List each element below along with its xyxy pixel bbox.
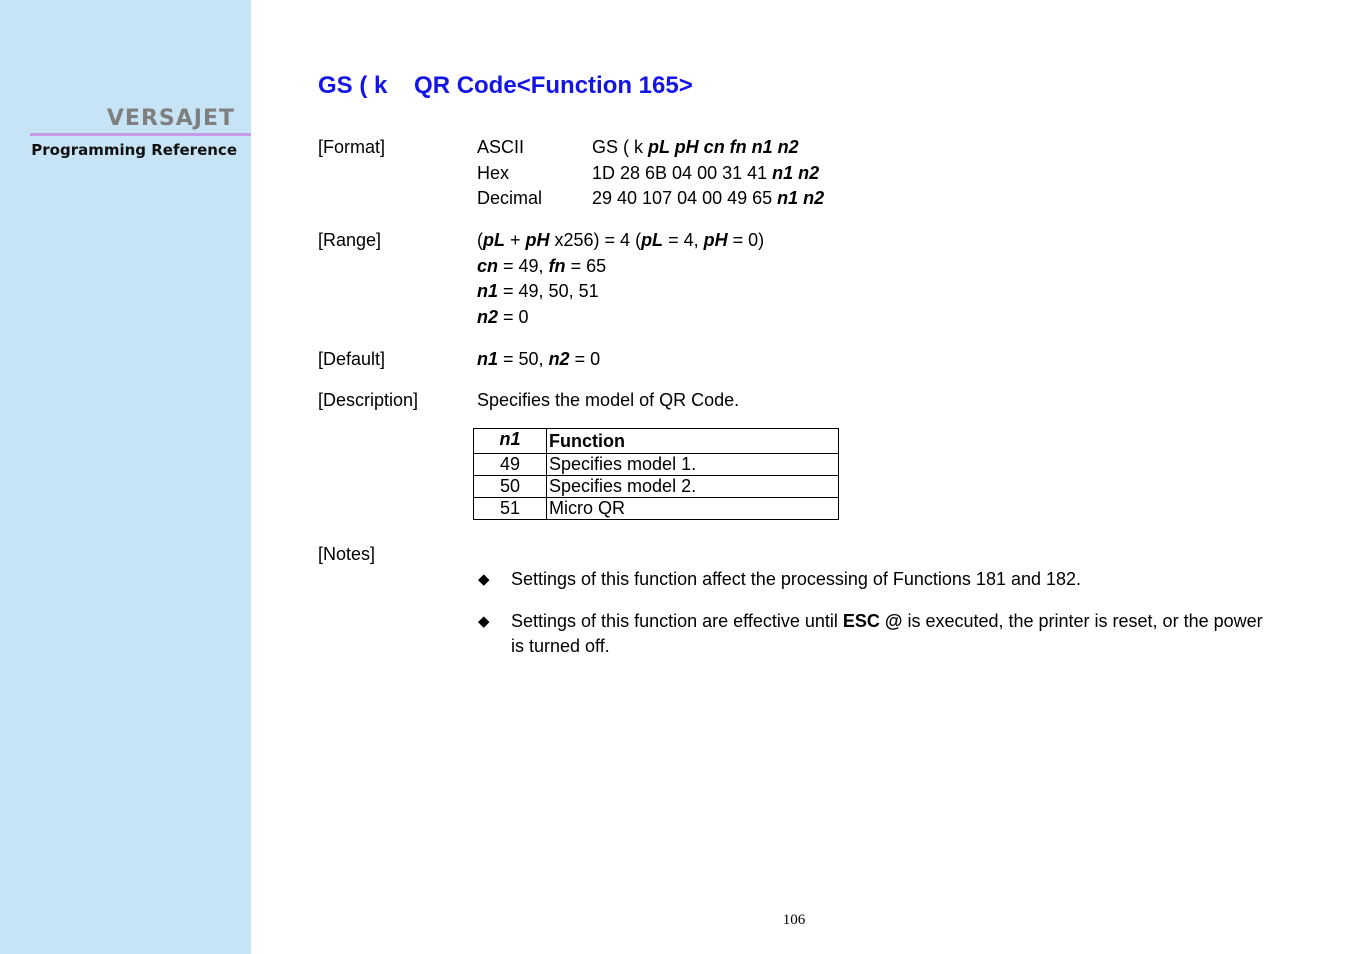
table-row [474, 454, 839, 476]
default-n1: n1 [477, 349, 499, 369]
brand-underline [30, 133, 251, 136]
range-cn-value: = 49, [498, 256, 549, 276]
range-mid: x256) = 4 ( [549, 230, 642, 250]
range-line-3 [477, 278, 599, 304]
range-label: [Range] [318, 230, 382, 250]
range-pl: pL [483, 230, 505, 250]
table-cell-function: Specifies model 2. [547, 476, 839, 498]
function-table [473, 428, 839, 520]
range-fn: fn [548, 256, 566, 276]
table-cell-function: Specifies model 1. [547, 454, 839, 476]
note-2-command: ESC @ [842, 611, 903, 631]
note-text-1: Settings of this function affect the processing of Functions 181 and 182. [511, 569, 1082, 589]
format-ascii-value [592, 134, 799, 160]
range-ph: pH [525, 230, 550, 250]
notes-label: [Notes] [318, 544, 376, 564]
format-decimal-plain: 29 40 107 04 00 49 65 [592, 188, 778, 208]
brand-subtitle: Programming Reference [31, 141, 237, 159]
table-header-function: Function [547, 429, 839, 454]
page-number: 106 [782, 912, 806, 928]
table-row [474, 498, 839, 520]
range-line-4 [477, 304, 529, 330]
range-eq4: = 4, [663, 230, 704, 250]
default-value [477, 346, 600, 372]
default-label: [Default] [318, 349, 386, 369]
table-header-n1: n1 [474, 429, 547, 454]
format-hex-label: Hex [477, 163, 510, 183]
table-cell-n1: 50 [474, 476, 547, 498]
description-text: Specifies the model of QR Code. [477, 390, 740, 410]
range-plus: + [505, 230, 526, 250]
format-decimal-label: Decimal [477, 188, 543, 208]
range-n1: n1 [477, 281, 499, 301]
format-hex-value [592, 160, 819, 186]
table-cell-n1: 49 [474, 454, 547, 476]
table-cell-n1: 51 [474, 498, 547, 520]
range-n2: n2 [477, 307, 499, 327]
format-ascii-plain: GS ( k [592, 137, 649, 157]
range-ph-2: pH [703, 230, 728, 250]
description-label: [Description] [318, 390, 419, 410]
default-n1-value: = 50, [498, 349, 549, 369]
range-n2-value: = 0 [498, 307, 529, 327]
brand-logo: VERSAJET [106, 106, 235, 131]
format-decimal-params: n1 n2 [777, 188, 825, 208]
range-n1-value: = 49, 50, 51 [498, 281, 599, 301]
sidebar [0, 0, 251, 954]
diamond-bullet-icon: ◆ [478, 613, 490, 630]
page-title: GS ( k QR Code<Function 165> [318, 72, 693, 99]
diamond-bullet-icon: ◆ [478, 571, 490, 588]
format-decimal-value [592, 185, 824, 211]
range-cn: cn [477, 256, 499, 276]
format-hex-plain: 1D 28 6B 04 00 31 41 [592, 163, 773, 183]
table-header-row [474, 429, 839, 454]
range-pl-2: pL [641, 230, 664, 250]
format-hex-params: n1 n2 [772, 163, 820, 183]
range-line-2 [477, 253, 606, 279]
range-open: ( [477, 230, 483, 250]
format-ascii-label: ASCII [477, 137, 525, 157]
table-cell-function: Micro QR [547, 498, 839, 520]
note-text-2 [511, 609, 1271, 659]
range-line-1 [477, 227, 764, 253]
format-label: [Format] [318, 137, 386, 157]
default-n2: n2 [548, 349, 570, 369]
range-end: = 0) [727, 230, 765, 250]
default-n2-value: = 0 [569, 349, 601, 369]
table-row [474, 476, 839, 498]
format-ascii-params: pL pH cn fn n1 n2 [648, 137, 799, 157]
note-2-post: is executed, the printer is reset, or the power is turned off. [511, 611, 1263, 656]
range-fn-value: = 65 [565, 256, 607, 276]
note-2-pre: Settings of this function are effective until [511, 611, 843, 631]
